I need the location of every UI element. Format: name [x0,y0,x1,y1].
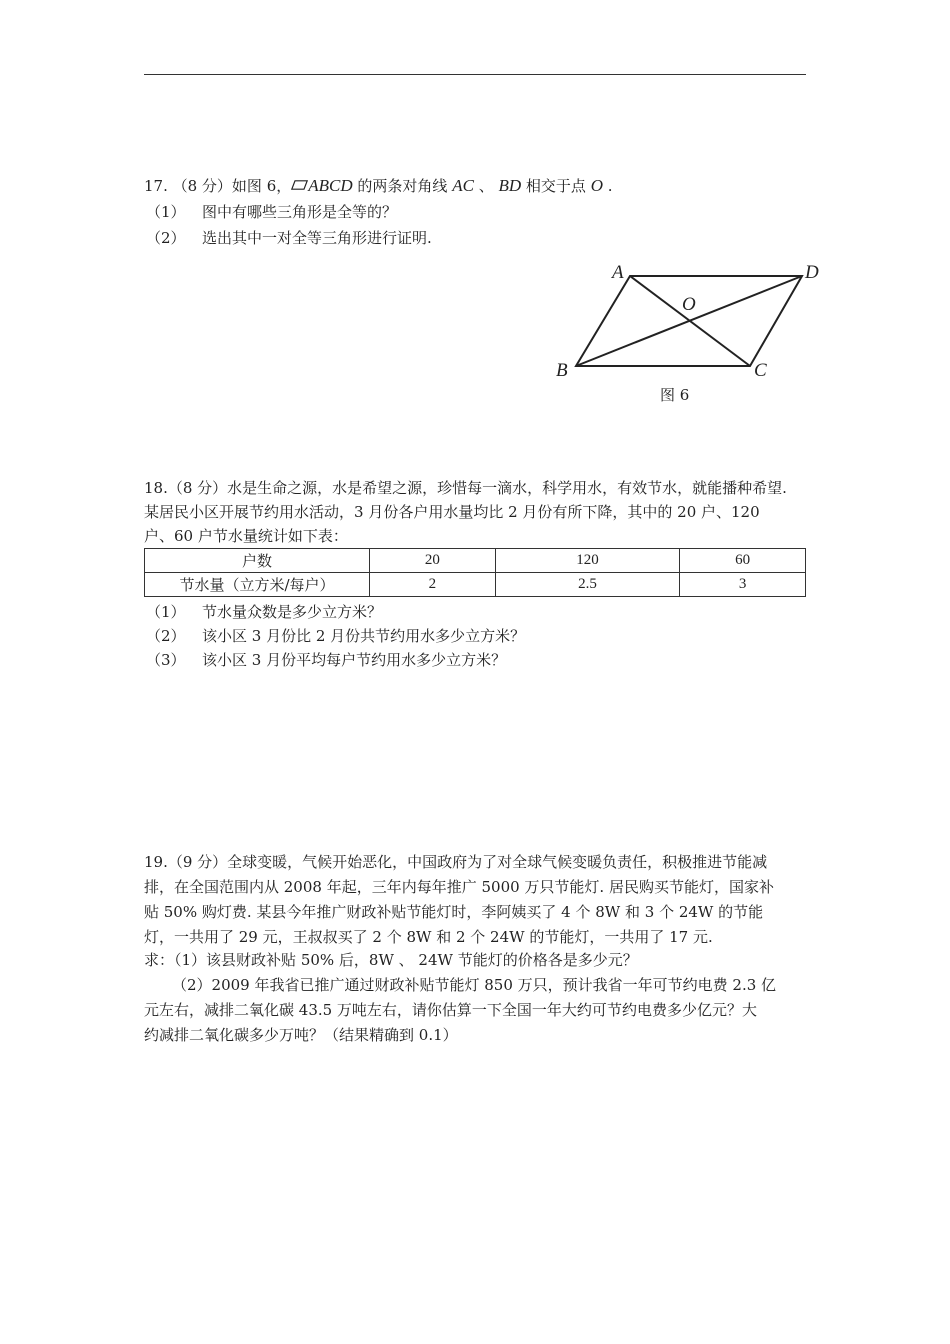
q19-line7: 元左右，减排二氧化碳 43.5 万吨左右，请你估算一下全国一年大约可节约电费多少亿元？大 [144,1001,757,1019]
table-cell: 节水量（立方米/每户） [145,573,370,597]
q18-line1: 18.（8 分）水是生命之源，水是希望之源，珍惜每一滴水，科学用水，有效节水，就能播种希望. [144,479,787,497]
q18-line3: 户、60 户节水量统计如下表： [144,527,348,545]
q19-line2: 排，在全国范围内从 2008 年起，三年内每年推广 5000 万只节能灯. 居民购买节能灯，国家补 [144,878,774,896]
parallelogram-icon [291,180,308,190]
table-row [145,573,806,597]
label-d: D [805,262,819,283]
label-c: C [754,360,767,380]
q19-line8: 约减排二氧化碳多少万吨？（结果精确到 0.1） [144,1026,458,1044]
table-cell: 60 [680,549,806,573]
q18-sub2: （2） 该小区 3 月份比 2 月份共节约用水多少立方米？ [146,627,526,645]
label-o: O [682,294,696,315]
q17-stem: 17. （8 分）如图 6， ABCD 的两条对角线 AC 、 BD 相交于点 O . [144,176,613,195]
figure-6-parallelogram [546,252,830,380]
water-saving-table [144,548,806,597]
header-rule [144,74,806,75]
q18-sub1: （1） 节水量众数是多少立方米？ [146,603,383,621]
q17-sub2: （2） 选出其中一对全等三角形进行证明. [146,229,432,247]
table-cell: 2 [370,573,496,597]
table-cell: 户数 [145,549,370,573]
label-b: B [556,360,568,380]
table-cell: 2.5 [495,573,680,597]
q18-line2: 某居民小区开展节约用水活动，3 月份各户用水量均比 2 月份有所下降，其中的 20 户、120 [144,503,760,521]
table-cell: 3 [680,573,806,597]
q19-line1: 19.（9 分）全球变暖，气候开始恶化，中国政府为了对全球气候变暖负责任，积极推进节能减 [144,853,768,871]
table-cell: 20 [370,549,496,573]
table-cell: 120 [495,549,680,573]
figure-caption: 图 6 [660,386,690,404]
q19-line3: 贴 50% 购灯费. 某县今年推广财政补贴节能灯时，李阿姨买了 4 个 8W 和 3 个 24W 的节能 [144,903,764,921]
diagonal-bd [576,276,802,366]
label-a: A [612,262,624,283]
q19-line6: （2）2009 年我省已推广通过财政补贴节能灯 850 万只，预计我省一年可节约电费 2.3 亿 [172,976,777,994]
q17-sub1: （1） 图中有哪些三角形是全等的？ [146,203,398,221]
q19-line4: 灯，一共用了 29 元，王叔叔买了 2 个 8W 和 2 个 24W 的节能灯，一共用了 17 元. [144,928,713,946]
table-row [145,549,806,573]
q18-sub3: （3） 该小区 3 月份平均每户节约用水多少立方米？ [146,651,507,669]
q19-line5: 求：（1）该县财政补贴 50% 后，8W 、 24W 节能灯的价格各是多少元？ [144,951,638,969]
